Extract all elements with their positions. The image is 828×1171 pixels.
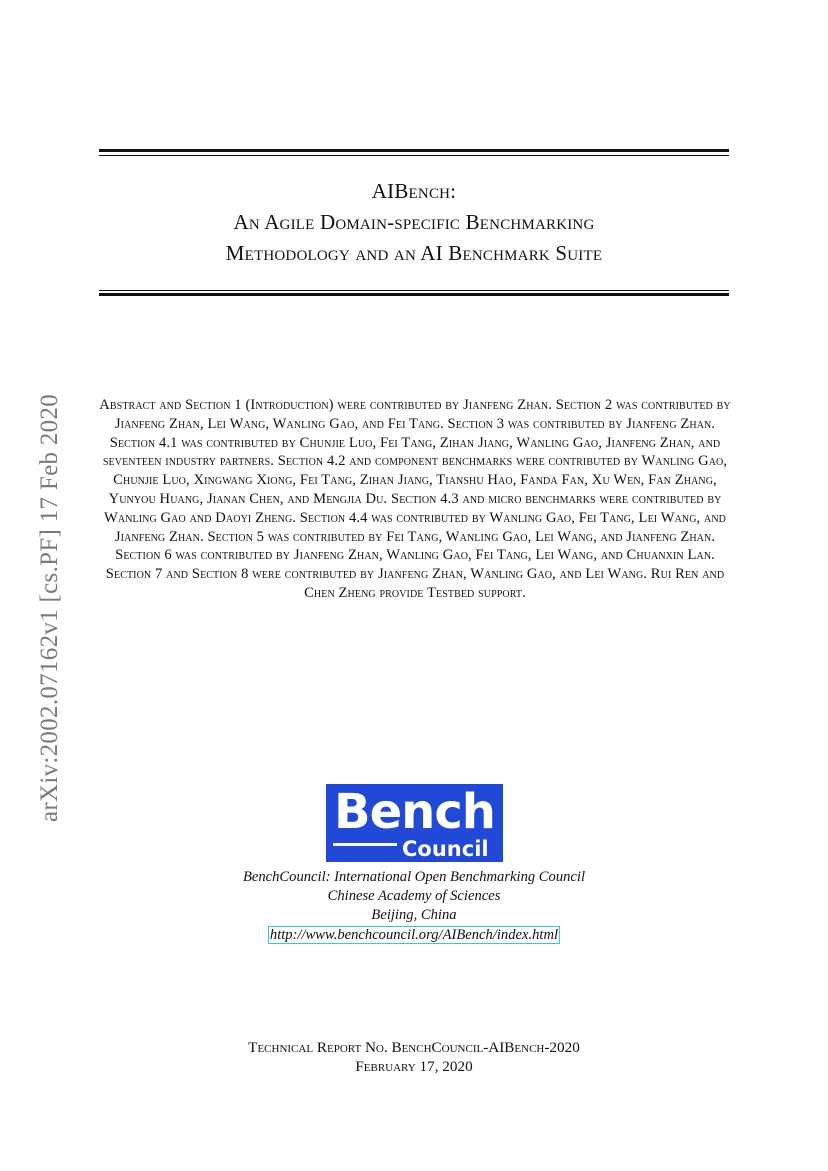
title-line-2: An Agile Domain-specific Benchmarking [233, 210, 595, 234]
affiliation-location: Beijing, China [371, 907, 457, 924]
title-line-3: Methodology and an AI Benchmark Suite [225, 241, 603, 265]
title-rule-top-thin [99, 155, 729, 156]
report-number: Technical Report No. BenchCouncil-AIBench-2020 [248, 1039, 580, 1056]
affiliation-academy: Chinese Academy of Sciences [327, 888, 501, 905]
logo-subword: Council [402, 837, 489, 861]
title-rule-top-thick [99, 149, 729, 152]
benchcouncil-logo [326, 784, 503, 862]
paper-title [99, 176, 729, 269]
title-rule-bottom-thin [99, 290, 729, 291]
title-rule-bottom-thick [99, 293, 729, 296]
contributions-statement: Abstract and Section 1 (Introduction) were contributed by Jianfeng Zhan. Section 2 was contributed by Jianfeng Zhan, Lei Wang, Wanling Gao, and Fei Tang. Section 3 was contributed by Jianfeng Zhan. Section 4.1 was contributed by Chunjie Luo, Fei Tang, Zihan Jiang, Wanling Gao, Jianfeng Zhan, and seventeen industry partners. Section 4.2 and component benchmarks were contributed by Wanling Gao, Chunjie Luo, Xingwang Xiong, Fei Tang, Zihan Jiang, Tianshu Hao, Fanda Fan, Xu Wen, Fan Zhang, Yunyou Huang, Jianan Chen, and Mengjia Du. Section 4.3 and micro benchmarks were contributed by Wanling Gao and Daoyi Zheng. Section 4.4 was contributed by Wanling Gao, Fei Tang, Lei Wang, and Jianfeng Zhan. Section 5 was contributed by Fei Tang, Wanling Gao, Lei Wang, and Jianfeng Zhan. Section 6 was contributed by Jianfeng Zhan, Wanling Gao, Fei Tang, Lei Wang, and Chuanxin Lan. Section 7 and Section 8 were contributed by Jianfeng Zhan, Wanling Gao, and Lei Wang. Rui Ren and Chen Zheng provide Testbed support. [99, 397, 731, 601]
arxiv-identifier: arXiv:2002.07162v1 [cs.PF] 17 Feb 2020 [36, 393, 63, 823]
affiliation-council: BenchCouncil: International Open Benchmarking Council [242, 869, 586, 885]
report-date: February 17, 2020 [355, 1058, 473, 1075]
logo-dash [333, 843, 397, 846]
affiliation [99, 868, 729, 945]
logo-word: Bench [334, 784, 495, 840]
report-info [99, 1038, 729, 1076]
project-url-link[interactable]: http://www.benchcouncil.org/AIBench/index.html [269, 926, 559, 943]
title-line-1: AIBench: [371, 179, 457, 203]
